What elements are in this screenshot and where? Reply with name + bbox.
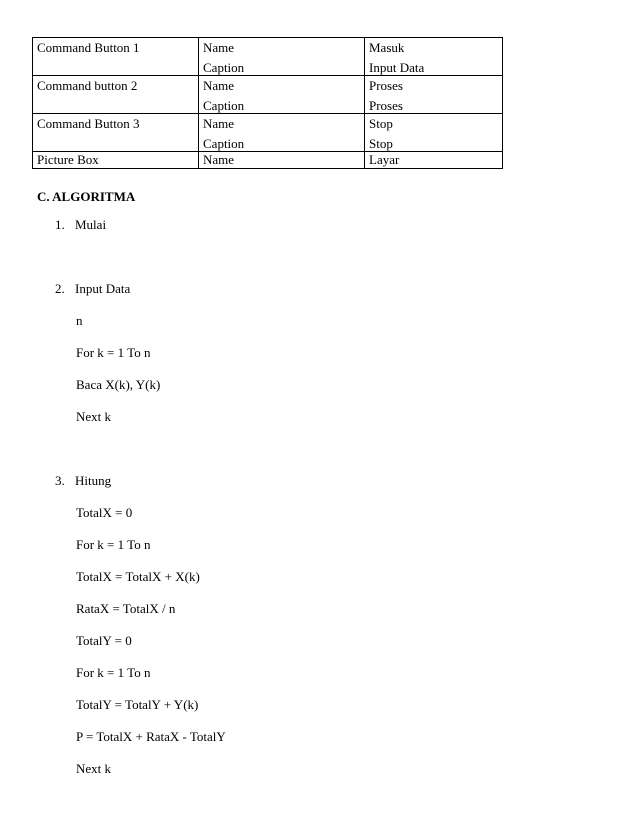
- property-cell: [199, 38, 365, 76]
- step-title: Mulai: [75, 217, 107, 232]
- table-row: [33, 152, 503, 169]
- code-line: For k = 1 To n: [76, 665, 151, 680]
- property-value: Proses: [369, 98, 403, 113]
- value-cell: [365, 152, 503, 169]
- step-item: [55, 281, 130, 297]
- property-cell: [199, 76, 365, 114]
- table-row: [33, 76, 503, 114]
- property-name: Name: [203, 152, 235, 167]
- code-line: Next k: [76, 761, 112, 776]
- property-value: Proses: [369, 78, 403, 93]
- properties-table: [32, 37, 503, 169]
- step-item: [55, 217, 106, 233]
- object-cell: [33, 114, 199, 152]
- property-name: Caption: [203, 136, 245, 151]
- property-name: Caption: [203, 60, 245, 75]
- object-name: Command Button 3: [37, 116, 140, 131]
- value-cell: [365, 76, 503, 114]
- code-line: For k = 1 To n: [76, 537, 151, 552]
- property-value: Stop: [369, 136, 393, 151]
- object-name: Command Button 1: [37, 40, 140, 55]
- code-line: Baca X(k), Y(k): [76, 377, 161, 392]
- section-heading: C. ALGORITMA: [37, 189, 136, 204]
- property-value: Masuk: [369, 40, 405, 55]
- code-line: TotalX = 0: [76, 505, 133, 520]
- step-title: Hitung: [75, 473, 112, 488]
- property-name: Name: [203, 116, 235, 131]
- table-row: [33, 114, 503, 152]
- step-number: 3.: [55, 473, 65, 488]
- property-cell: [199, 152, 365, 169]
- code-line: P = TotalX + RataX - TotalY: [76, 729, 226, 744]
- code-line: RataX = TotalX / n: [76, 601, 176, 616]
- step-number: 1.: [55, 217, 65, 232]
- step-title: Input Data: [75, 281, 131, 296]
- code-line: TotalX = TotalX + X(k): [76, 569, 200, 584]
- object-name: Command button 2: [37, 78, 138, 93]
- property-cell: [199, 114, 365, 152]
- object-cell: [33, 76, 199, 114]
- object-name: Picture Box: [37, 152, 99, 167]
- table-row: [33, 38, 503, 76]
- step-number: 2.: [55, 281, 65, 296]
- property-value: Input Data: [369, 60, 425, 75]
- code-line: Next k: [76, 409, 112, 424]
- property-name: Name: [203, 78, 235, 93]
- step-item: [55, 473, 111, 489]
- property-name: Caption: [203, 98, 245, 113]
- property-value: Stop: [369, 116, 393, 131]
- value-cell: [365, 114, 503, 152]
- value-cell: [365, 38, 503, 76]
- property-value: Layar: [369, 152, 400, 167]
- object-cell: [33, 152, 199, 169]
- code-line: TotalY = TotalY + Y(k): [76, 697, 199, 712]
- code-line: TotalY = 0: [76, 633, 132, 648]
- code-line: For k = 1 To n: [76, 345, 151, 360]
- property-name: Name: [203, 40, 235, 55]
- code-line: n: [76, 313, 83, 328]
- object-cell: [33, 38, 199, 76]
